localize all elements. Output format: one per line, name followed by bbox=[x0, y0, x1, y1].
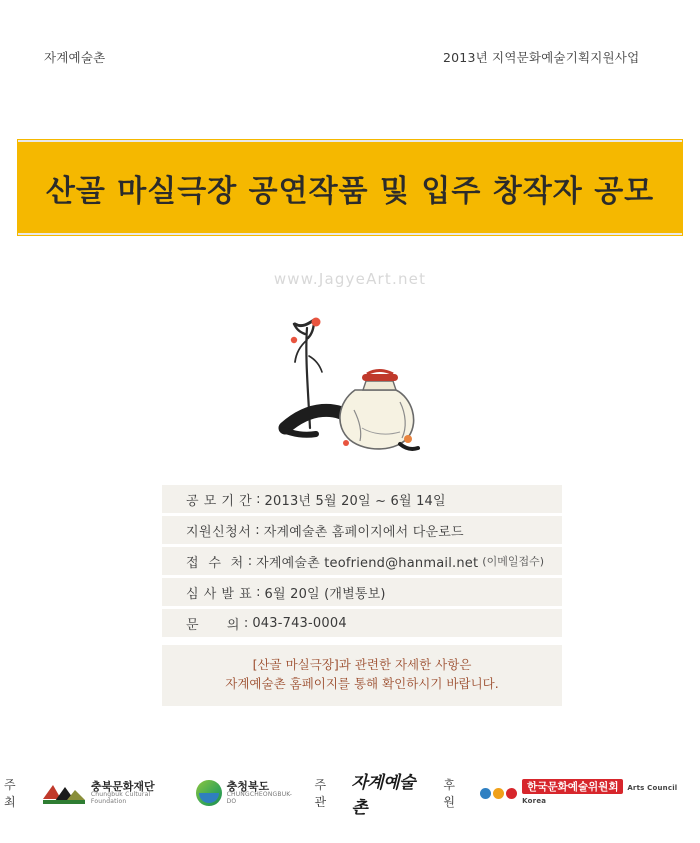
info-separator: : bbox=[256, 491, 261, 507]
notice-box bbox=[162, 645, 562, 706]
list-item bbox=[162, 609, 562, 637]
arts-council-logo-text bbox=[522, 781, 700, 805]
info-separator: : bbox=[247, 553, 253, 569]
list-item bbox=[162, 485, 562, 513]
list-item bbox=[162, 516, 562, 544]
arts-council-logo-title: 한국문화예술위원회 bbox=[522, 779, 623, 794]
info-separator: : bbox=[255, 522, 260, 538]
chungcheongbuk-logo-text bbox=[227, 781, 301, 805]
chungbuk-logo-title: 충북문화재단 bbox=[90, 779, 155, 793]
title-banner bbox=[18, 140, 682, 235]
list-item bbox=[162, 547, 562, 575]
chungbuk-logo-subtitle: Chungbuk Cultural Foundation bbox=[90, 791, 151, 805]
info-note: (이메일접수) bbox=[482, 555, 544, 568]
notice-line-2: 자계예술촌 홈페이지를 통해 확인하시기 바랍니다. bbox=[225, 676, 499, 692]
ink-painting-jar-and-branch-icon bbox=[250, 310, 450, 475]
info-separator: : bbox=[256, 584, 261, 600]
info-value: 2013년 5월 20일 ~ 6월 14일 bbox=[264, 493, 446, 509]
info-value: 자계예술촌 teofriend@hanmail.net bbox=[256, 555, 479, 571]
arts-council-logo-subtitle: Arts Council Korea bbox=[522, 783, 678, 805]
info-value: 6월 20일 (개별통보) bbox=[264, 586, 386, 602]
page-title: 산골 마실극장 공연작품 및 입주 창작자 공모 bbox=[45, 173, 655, 209]
supporter-label: 후원 bbox=[443, 778, 455, 809]
organizer-label: 주관 bbox=[314, 778, 327, 809]
header-program-name: 2013년 지역문화예술기획지원사업 bbox=[443, 50, 640, 65]
footer-logos bbox=[0, 768, 700, 818]
chungbuk-cultural-foundation-logo bbox=[41, 779, 186, 807]
chungcheongbuk-do-logo bbox=[196, 780, 300, 806]
info-label: 문 의 bbox=[186, 617, 240, 633]
info-separator: : bbox=[243, 615, 249, 631]
chungcheongbuk-logo-subtitle: CHUNGCHEONGBUK-DO bbox=[226, 791, 293, 805]
chungcheongbuk-logo-title: 충청북도 bbox=[226, 779, 270, 793]
arts-council-korea-logo bbox=[480, 781, 700, 805]
info-label: 접 수 처 bbox=[186, 555, 244, 571]
arts-council-dots-icon bbox=[480, 788, 517, 799]
page-header bbox=[0, 48, 700, 70]
info-list bbox=[162, 485, 562, 706]
chungbuk-logo-text bbox=[91, 781, 186, 805]
info-value: 043-743-0004 bbox=[252, 615, 347, 631]
watermark-url: www.JagyeArt.net bbox=[273, 270, 427, 288]
info-label: 지원신청서 bbox=[186, 524, 252, 540]
info-label: 공 모 기 간 bbox=[186, 493, 253, 509]
list-item bbox=[162, 578, 562, 606]
notice-line-1: [산골 마실극장]과 관련한 자세한 사항은 bbox=[252, 657, 472, 672]
chungbuk-mark-icon bbox=[41, 779, 86, 807]
chungcheongbuk-mark-icon bbox=[196, 780, 222, 806]
jagye-art-village-logo: 자계예술촌 bbox=[351, 773, 415, 818]
info-label: 심 사 발 표 bbox=[186, 586, 253, 602]
host-label: 주최 bbox=[4, 778, 16, 809]
header-organization-name: 자계예술촌 bbox=[44, 50, 106, 65]
info-value: 자계예술촌 홈페이지에서 다운로드 bbox=[263, 524, 464, 540]
